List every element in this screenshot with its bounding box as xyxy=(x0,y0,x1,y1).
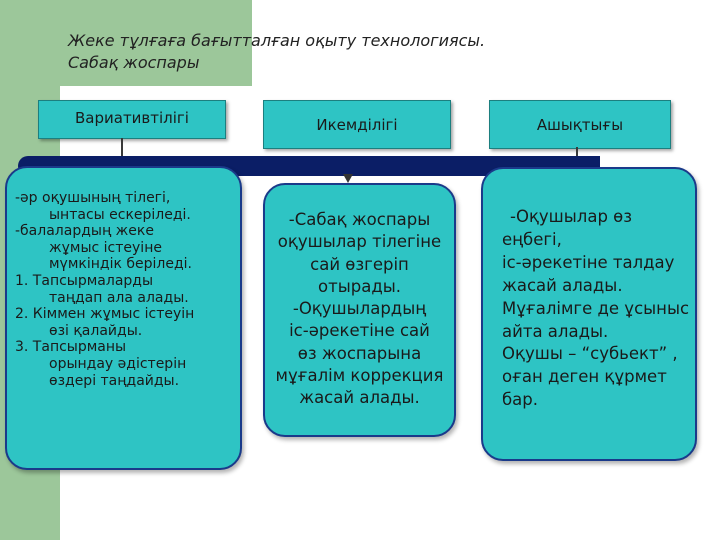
text-line: өздері таңдайды. xyxy=(49,372,180,389)
title-line-2: Сабақ жоспары xyxy=(68,53,200,72)
text-line: іс-әрекетіне талдау xyxy=(502,252,675,272)
text-line: ынтасы ескеріледі. xyxy=(49,206,191,223)
text-line: -Сабақ жоспары xyxy=(288,210,431,229)
text-line: өз жоспарына xyxy=(297,343,422,363)
text-line: айта алады. xyxy=(502,321,609,341)
page-title xyxy=(68,30,485,74)
content-box-openness xyxy=(481,167,697,461)
content-text-variativity xyxy=(15,190,194,389)
text-line: -Оқушылардың xyxy=(292,299,427,319)
text-line: отырады. xyxy=(318,276,401,296)
text-line: жасай алады. xyxy=(299,388,420,408)
text-line: еңбегі, xyxy=(502,229,562,249)
content-text-openness xyxy=(502,206,689,412)
header-variativity-label: Вариативтілігі xyxy=(75,109,189,127)
text-line: 2. Кіммен жұмыс істеуін xyxy=(15,306,195,323)
text-line: 3. Тапсырманы xyxy=(15,339,127,356)
content-box-variativity xyxy=(5,166,242,470)
text-line: оған деген құрмет xyxy=(502,367,667,387)
text-line: сай өзгеріп xyxy=(310,254,409,274)
text-line: бар. xyxy=(502,390,539,410)
text-line: оқушылар тілегіне xyxy=(277,232,442,252)
header-openness xyxy=(489,100,671,149)
text-line: мұғалім коррекция xyxy=(275,366,444,386)
text-line: 1. Тапсырмаларды xyxy=(15,272,154,289)
text-line: мүмкіндік беріледі. xyxy=(49,256,192,273)
text-line: орындау әдістерін xyxy=(49,355,187,372)
text-line: Мұғалімге де ұсыныс xyxy=(502,298,690,318)
text-line: жасай алады. xyxy=(502,275,623,295)
text-line: іс-әрекетіне сай xyxy=(289,321,430,341)
text-line: таңдап ала алады. xyxy=(49,289,189,306)
arrow-down-icon xyxy=(343,174,353,183)
text-line: жұмыс істеуіне xyxy=(49,239,162,256)
header-variativity xyxy=(38,100,226,139)
title-line-1: Жеке тұлғаға бағытталған оқыту технологиясы. xyxy=(68,31,486,50)
header-flexibility-label: Икемділігі xyxy=(316,115,398,134)
content-box-flexibility xyxy=(263,183,456,437)
content-text-flexibility xyxy=(265,209,454,410)
header-openness-label: Ашықтығы xyxy=(536,115,624,134)
text-line: Оқушы – “субьект” , xyxy=(502,344,678,364)
text-line: -балалардың жеке xyxy=(15,223,154,240)
text-line: өзі қалайды. xyxy=(49,322,143,339)
text-line: -әр оқушының тілегі, xyxy=(15,190,171,206)
text-line: -Оқушылар өз xyxy=(510,207,633,226)
header-flexibility xyxy=(263,100,451,149)
connector-line-left xyxy=(121,138,123,158)
